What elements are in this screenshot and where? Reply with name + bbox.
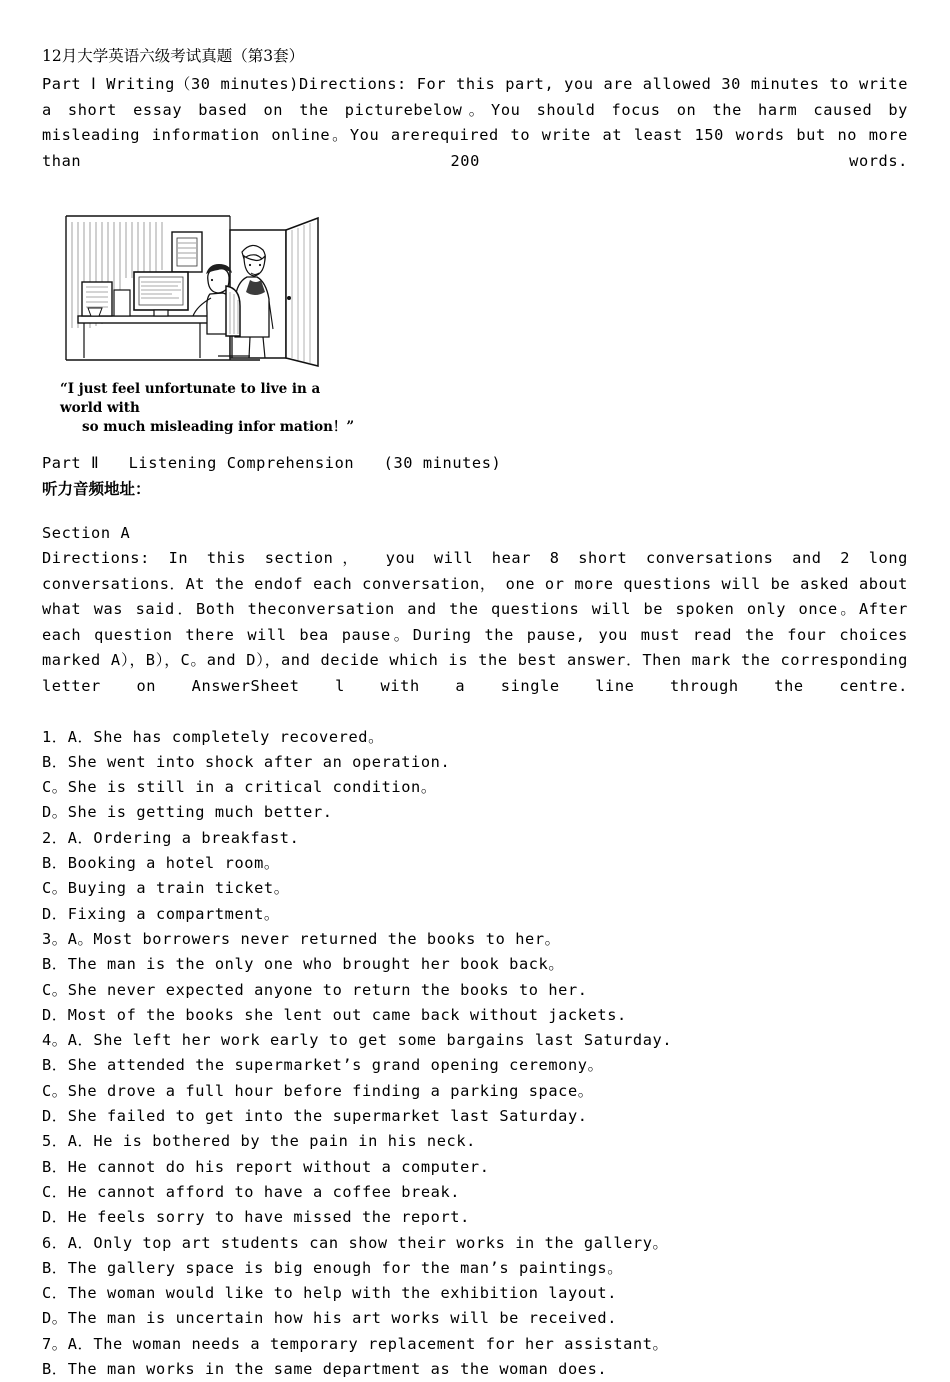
question-6-option-c: C．The woman would like to help with the exhibition layout. <box>42 1284 618 1303</box>
question-5-option-c: C．He cannot afford to have a coffee break. <box>42 1182 461 1201</box>
question-3-option-c: C。She never expected anyone to return the books to her. <box>42 980 588 999</box>
cartoon-image <box>60 208 320 368</box>
section-a-directions: Directions: In this section， you will hear 8 short conversations and 2 long conversations．At the endof each conversation， one or more questions will be asked about what was said．Both theconversation and the questions will be spoken only once。After each question there will bea pause。During the pause, you must read the four choices marked A），B），C。and D），and decide which is the best answer．Then mark the corresponding letter on AnswerSheet l with a single line through the centre. <box>42 549 908 695</box>
question-2-option-d: D．Fixing a compartment。 <box>42 904 280 923</box>
caption-line-1: “I just feel unfortunate to live in a world with <box>60 380 321 416</box>
document-content <box>42 46 908 1382</box>
question-4-option-a: 4。A．She left her work early to get some bargains last Saturday. <box>42 1031 673 1050</box>
question-1-option-b: B．She went into shock after an operation. <box>42 752 451 771</box>
question-1-option-a: 1．A．She has completely recovered。 <box>42 727 384 746</box>
part1-writing-directions: Part Ⅰ Writing（30 minutes)Directions: For this part, you are allowed 30 minutes to write a short essay based on the picturebelow。You should focus on the harm caused by misleading information online。You arerequired to write at least 150 words but no more than 200 words. <box>42 75 908 170</box>
question-2-option-b: B．Booking a hotel room。 <box>42 854 280 873</box>
question-7-option-a: 7。A．The woman needs a temporary replacement for her assistant。 <box>42 1334 669 1353</box>
question-4-option-d: D．She failed to get into the supermarket last Saturday. <box>42 1107 588 1126</box>
question-4-option-b: B．She attended the supermarket’s grand opening ceremony。 <box>42 1056 604 1075</box>
question-6-option-a: 6．A．Only top art students can show their works in the gallery。 <box>42 1233 669 1252</box>
question-6-option-b: B．The gallery space is big enough for the man’s paintings。 <box>42 1258 624 1277</box>
question-1-option-d: D。She is getting much better. <box>42 803 333 822</box>
question-2-option-a: 2．A．Ordering a breakfast. <box>42 828 300 847</box>
cartoon-caption <box>60 380 365 437</box>
question-2-option-c: C。Buying a train ticket。 <box>42 879 290 898</box>
question-4-option-c: C。She drove a full hour before finding a parking space。 <box>42 1081 594 1100</box>
audio-link-label: 听力音频地址： <box>42 478 151 498</box>
caption-line-2: so much misleading infor mation！” <box>82 418 355 435</box>
question-3-option-a: 3。A。Most borrowers never returned the books to her。 <box>42 929 561 948</box>
question-5-option-d: D．He feels sorry to have missed the report. <box>42 1208 470 1227</box>
page-title: 12月大学英语六级考试真题（第3套） <box>42 47 305 65</box>
question-3-option-b: B．The man is the only one who brought her book back。 <box>42 955 565 974</box>
question-5-option-b: B．He cannot do his report without a computer. <box>42 1157 490 1176</box>
question-6-option-d: D。The man is uncertain how his art works will be received. <box>42 1309 618 1328</box>
question-3-option-d: D．Most of the books she lent out came back without jackets. <box>42 1005 627 1024</box>
part2-heading: Part Ⅱ Listening Comprehension (30 minutes) <box>42 453 502 472</box>
question-1-option-c: C。She is still in a critical condition。 <box>42 778 437 797</box>
question-7-option-b: B．The man works in the same department as the woman does. <box>42 1360 608 1379</box>
cartoon-illustration <box>60 208 360 437</box>
question-5-option-a: 5．A．He is bothered by the pain in his neck. <box>42 1132 476 1151</box>
section-a-label: Section A <box>42 523 131 542</box>
